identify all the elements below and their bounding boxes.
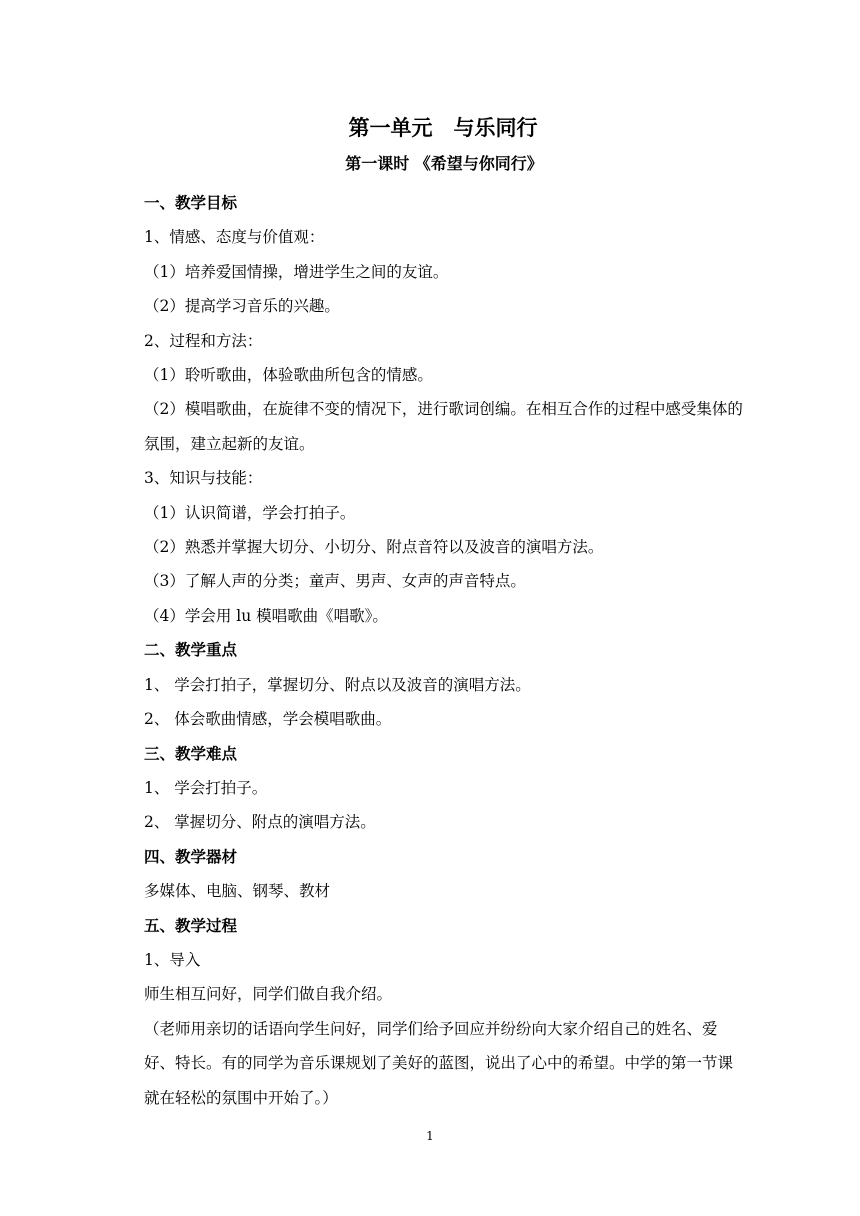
key-point-2: 2、 体会歌曲情感，学会模唱歌曲。 <box>144 710 392 729</box>
objective-2-item-1: （1）聆听歌曲，体验歌曲所包含的情感。 <box>144 366 433 385</box>
objective-2-item-2: （2）模唱歌曲，在旋律不变的情况下，进行歌词创编。在相互合作的过程中感受集体的氛围，建立起新的友谊。 <box>144 400 743 453</box>
section-heading-difficulties: 三、教学难点 <box>144 743 238 763</box>
objective-1-heading: 1、情感、态度与价值观： <box>144 228 325 247</box>
equipment-list: 多媒体、电脑、钢琴、教材 <box>144 882 331 901</box>
objective-2-heading: 2、过程和方法： <box>144 331 263 350</box>
section-heading-process: 五、教学过程 <box>144 915 238 935</box>
lesson-subtitle: 第一课时 《希望与你同行》 <box>345 154 543 173</box>
objective-3-item-2: （2）熟悉并掌握大切分、小切分、附点音符以及波音的演唱方法。 <box>144 538 604 557</box>
section-heading-key-points: 二、教学重点 <box>144 640 238 660</box>
objective-3-item-1: （1）认识简谱，学会打拍子。 <box>144 503 356 522</box>
section-heading-objectives: 一、教学目标 <box>144 193 238 212</box>
objective-1-item-1: （1）培养爱国情操，增进学生之间的友谊。 <box>144 262 449 281</box>
objective-3-item-4: （4）学会用 lu 模唱歌曲《唱歌》。 <box>144 606 388 625</box>
objective-1-item-2: （2）提高学习音乐的兴趣。 <box>144 297 340 316</box>
document-body <box>144 110 744 1115</box>
process-step-intro-heading: 1、导入 <box>144 950 201 969</box>
page-number: 1 <box>426 1129 434 1143</box>
process-step-intro-note: （老师用亲切的话语向学生问好，同学们给予回应并纷纷向大家介绍自己的姓名、爱好、特长。有的同学为音乐课规划了美好的蓝图，说出了心中的希望。中学的第一节课就在轻松的氛围中开始了。） <box>144 1019 734 1107</box>
difficulty-2: 2、 掌握切分、附点的演唱方法。 <box>144 813 376 832</box>
section-heading-equipment: 四、教学器材 <box>144 846 238 866</box>
difficulty-1: 1、 学会打拍子。 <box>144 778 268 797</box>
objective-3-item-3: （3）了解人声的分类；童声、男声、女声的声音特点。 <box>144 572 526 591</box>
objective-3-heading: 3、知识与技能： <box>144 469 263 488</box>
unit-title: 第一单元 与乐同行 <box>348 115 538 140</box>
process-step-intro-text: 师生相互问好，同学们做自我介绍。 <box>144 985 393 1004</box>
key-point-1: 1、 学会打拍子，掌握切分、附点以及波音的演唱方法。 <box>144 675 531 694</box>
